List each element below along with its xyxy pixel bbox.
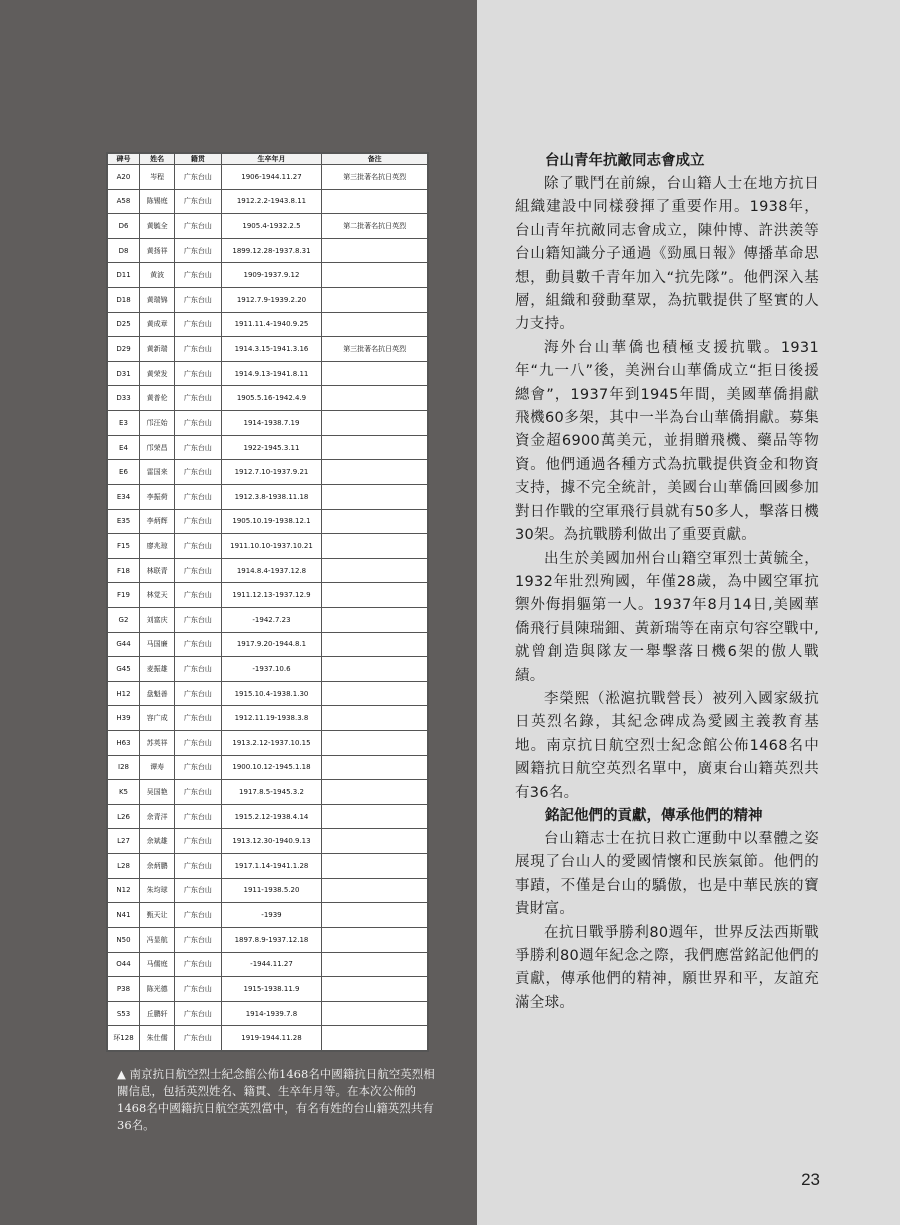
table-cell: 李炳辉 [140, 509, 175, 534]
table-cell: 朱仕儒 [140, 1026, 175, 1051]
table-header-cell: 籍贯 [175, 154, 221, 165]
table-cell: 冯显航 [140, 927, 175, 952]
table-cell: N50 [108, 927, 140, 952]
table-cell [322, 361, 428, 386]
table-cell: 1899.12.28-1937.8.31 [221, 238, 322, 263]
table-cell: 广东台山 [175, 681, 221, 706]
table-cell [322, 854, 428, 879]
table-row [108, 607, 428, 632]
table-row [108, 1026, 428, 1051]
table-cell: G44 [108, 632, 140, 657]
table-cell [322, 632, 428, 657]
table-row [108, 854, 428, 879]
table-cell: D31 [108, 361, 140, 386]
table-cell: 广东台山 [175, 731, 221, 756]
table-cell: K5 [108, 780, 140, 805]
table-cell [322, 189, 428, 214]
table-cell [322, 706, 428, 731]
table-cell: 广东台山 [175, 854, 221, 879]
table-cell [322, 927, 428, 952]
table-cell: 丘鹏轩 [140, 1001, 175, 1026]
table-cell: 廖兆琼 [140, 534, 175, 559]
table-cell: 广东台山 [175, 755, 221, 780]
table-row [108, 804, 428, 829]
table-row [108, 435, 428, 460]
table-header-cell: 生卒年月 [221, 154, 322, 165]
table-cell: 1917.1.14-1941.1.28 [221, 854, 322, 879]
table-cell: 环128 [108, 1026, 140, 1051]
table-cell: 1914-1939.7.8 [221, 1001, 322, 1026]
table-cell: 1915-1938.11.9 [221, 977, 322, 1002]
table-row [108, 755, 428, 780]
table-row [108, 214, 428, 239]
paragraph-5: 台山籍志士在抗日救亡運動中以羣體之姿展現了台山人的愛國情懷和民族氣節。他們的事蹟，不僅是台山的驕傲，也是中華民族的寶貴財富。 [515, 830, 819, 918]
table-cell: 广东台山 [175, 312, 221, 337]
table-cell: L27 [108, 829, 140, 854]
table-cell: 吴国艳 [140, 780, 175, 805]
table-cell [322, 460, 428, 485]
martyrs-table [107, 153, 428, 1051]
table-cell [322, 484, 428, 509]
table-cell [322, 903, 428, 928]
table-cell: F18 [108, 558, 140, 583]
table-cell: D25 [108, 312, 140, 337]
table-cell: O44 [108, 952, 140, 977]
table-cell: D33 [108, 386, 140, 411]
table-cell: 黄新瑞 [140, 337, 175, 362]
table-cell [322, 607, 428, 632]
table-cell: 1911.12.13-1937.12.9 [221, 583, 322, 608]
table-cell: 林觉天 [140, 583, 175, 608]
table-row [108, 903, 428, 928]
table-row [108, 706, 428, 731]
table-cell [322, 878, 428, 903]
table-cell: 广东台山 [175, 189, 221, 214]
table-cell: E6 [108, 460, 140, 485]
table-cell: D8 [108, 238, 140, 263]
table-cell: 广东台山 [175, 435, 221, 460]
table-cell [322, 829, 428, 854]
table-cell: 马儒庭 [140, 952, 175, 977]
table-row [108, 337, 428, 362]
table-cell [322, 312, 428, 337]
table-cell: E4 [108, 435, 140, 460]
table-cell: 广东台山 [175, 361, 221, 386]
table-row [108, 484, 428, 509]
table-cell: 余青洋 [140, 804, 175, 829]
table-cell: 1914.9.13-1941.8.11 [221, 361, 322, 386]
table-cell: 广东台山 [175, 263, 221, 288]
table-cell [322, 1026, 428, 1051]
table-row [108, 312, 428, 337]
table-cell: 黄扬祥 [140, 238, 175, 263]
article [515, 150, 819, 1015]
table-cell: 第三批著名抗日英烈 [322, 165, 428, 190]
table-cell: 陈光德 [140, 977, 175, 1002]
table-cell: 广东台山 [175, 386, 221, 411]
table-cell: -1944.11.27 [221, 952, 322, 977]
table-cell: 1912.7.10-1937.9.21 [221, 460, 322, 485]
table-cell: 1911-1938.5.20 [221, 878, 322, 903]
table-cell: 第二批著名抗日英烈 [322, 214, 428, 239]
table-cell [322, 288, 428, 313]
section-heading-1: 台山青年抗敵同志會成立 [545, 153, 705, 169]
table-cell [322, 1001, 428, 1026]
table-cell: D11 [108, 263, 140, 288]
table-cell: 广东台山 [175, 411, 221, 436]
table-header-cell: 姓名 [140, 154, 175, 165]
table-cell: 1912.7.9-1939.2.20 [221, 288, 322, 313]
table-cell: H63 [108, 731, 140, 756]
table-cell: 广东台山 [175, 214, 221, 239]
table-cell: A58 [108, 189, 140, 214]
table-cell: I28 [108, 755, 140, 780]
table-cell: 1913.2.12-1937.10.15 [221, 731, 322, 756]
table-cell: 1915.2.12-1938.4.14 [221, 804, 322, 829]
paragraph-6: 在抗日戰爭勝利80週年，世界反法西斯戰爭勝利80週年紀念之際，我們應當銘記他們的貢獻，傳承他們的精神，願世界和平，友誼充滿全球。 [515, 924, 819, 1011]
table-row [108, 952, 428, 977]
table-cell [322, 386, 428, 411]
table-cell: 黄成章 [140, 312, 175, 337]
table-cell: 邝汪始 [140, 411, 175, 436]
table-cell: -1937.10.6 [221, 657, 322, 682]
table-cell: 邝荣昌 [140, 435, 175, 460]
table-cell: 1917.9.20-1944.8.1 [221, 632, 322, 657]
table-cell: 刘富庆 [140, 607, 175, 632]
table-cell: 广东台山 [175, 804, 221, 829]
table-cell: 黄波 [140, 263, 175, 288]
table-cell: 1897.8.9-1937.12.18 [221, 927, 322, 952]
table-row [108, 632, 428, 657]
table-cell: G45 [108, 657, 140, 682]
table-cell: 盘魁善 [140, 681, 175, 706]
table-cell: 广东台山 [175, 165, 221, 190]
table-cell: 广东台山 [175, 780, 221, 805]
table-cell [322, 804, 428, 829]
table-cell: F19 [108, 583, 140, 608]
table-cell: 马国廉 [140, 632, 175, 657]
table-cell: 广东台山 [175, 878, 221, 903]
table-cell: 1909-1937.9.12 [221, 263, 322, 288]
table-cell: 黄瑞锦 [140, 288, 175, 313]
table-cell: 广东台山 [175, 829, 221, 854]
table-cell: 1917.8.5-1945.3.2 [221, 780, 322, 805]
table-row [108, 361, 428, 386]
table-cell: 苏英祥 [140, 731, 175, 756]
table-cell [322, 731, 428, 756]
table-cell: 1905.5.16-1942.4.9 [221, 386, 322, 411]
table-cell: 谭寿 [140, 755, 175, 780]
table-header-cell: 备注 [322, 154, 428, 165]
table-cell: 广东台山 [175, 607, 221, 632]
table-cell: 1915.10.4-1938.1.30 [221, 681, 322, 706]
table-row [108, 238, 428, 263]
table-cell: N12 [108, 878, 140, 903]
table-row [108, 829, 428, 854]
table-cell [322, 509, 428, 534]
table-cell: 1911.11.4-1940.9.25 [221, 312, 322, 337]
table-cell: 1905.10.19-1938.12.1 [221, 509, 322, 534]
table-cell [322, 681, 428, 706]
section-heading-2: 銘記他們的貢獻，傳承他們的精神 [545, 807, 763, 824]
table-cell: L26 [108, 804, 140, 829]
table-cell: H39 [108, 706, 140, 731]
table-cell: 1912.3.8-1938.11.18 [221, 484, 322, 509]
table-cell [322, 411, 428, 436]
table-cell: 广东台山 [175, 558, 221, 583]
table-cell [322, 583, 428, 608]
table-cell [322, 558, 428, 583]
table-cell: 1911.10.10-1937.10.21 [221, 534, 322, 559]
table-row [108, 411, 428, 436]
table-cell: 黄毓全 [140, 214, 175, 239]
table-row [108, 288, 428, 313]
table-cell: 广东台山 [175, 952, 221, 977]
page-number: 23 [801, 1170, 820, 1189]
table-row [108, 460, 428, 485]
table-cell [322, 755, 428, 780]
table-cell: 1905.4-1932.2.5 [221, 214, 322, 239]
paragraph-2: 海外台山華僑也積極支援抗戰。1931年“九一八”後，美洲台山華僑成立“拒日後援總會”，1937年到1945年間，美國華僑捐獻飛機60多架，其中一半為台山華僑捐獻。募集資金超6900萬美元，並捐贈飛機、藥品等物資。他們通過各種方式為抗戰提供資金和物資支持，據不完全統計，美國台山華僑回國參加對日作戰的空軍飛行員就有50多人，擊落日機30架。為抗戰勝利做出了重要貢獻。 [515, 339, 819, 544]
table-cell: 广东台山 [175, 927, 221, 952]
table-cell: 1919-1944.11.28 [221, 1026, 322, 1051]
table-row [108, 681, 428, 706]
table-cell: -1942.7.23 [221, 607, 322, 632]
paragraph-1: 除了戰鬥在前線，台山籍人士在地方抗日組織建設中同樣發揮了重要作用。1938年，台山青年抗敵同志會成立，陳仲博、許洪羨等台山籍知識分子通過《勁風日報》傳播革命思想，動員數千青年加入“抗先隊”。他們深入基層，組織和發動羣眾，為抗戰提供了堅實的人力支持。 [515, 176, 819, 333]
table-cell: 黄普伦 [140, 386, 175, 411]
table-row [108, 927, 428, 952]
table-cell: 广东台山 [175, 903, 221, 928]
table-cell: 麦振雄 [140, 657, 175, 682]
table-cell: 广东台山 [175, 460, 221, 485]
table-cell [322, 534, 428, 559]
table-cell: 容广成 [140, 706, 175, 731]
table-cell: 广东台山 [175, 706, 221, 731]
table-cell: 广东台山 [175, 509, 221, 534]
table-cell: 广东台山 [175, 534, 221, 559]
table-cell: 广东台山 [175, 1001, 221, 1026]
table-cell: E35 [108, 509, 140, 534]
table-cell: 1912.2.2-1943.8.11 [221, 189, 322, 214]
table-cell: D18 [108, 288, 140, 313]
table-cell: D29 [108, 337, 140, 362]
table-row [108, 263, 428, 288]
table-cell: 1900.10.12-1945.1.18 [221, 755, 322, 780]
table-cell: H12 [108, 681, 140, 706]
table-cell [322, 952, 428, 977]
table-row [108, 731, 428, 756]
table-row [108, 657, 428, 682]
table-row [108, 1001, 428, 1026]
table-row [108, 780, 428, 805]
martyrs-table-image [106, 152, 429, 1052]
table-cell: D6 [108, 214, 140, 239]
table-cell: 第三批著名抗日英烈 [322, 337, 428, 362]
table-cell: G2 [108, 607, 140, 632]
table-cell: 广东台山 [175, 583, 221, 608]
table-cell: 1914.3.15-1941.3.16 [221, 337, 322, 362]
table-cell [322, 657, 428, 682]
table-cell: N41 [108, 903, 140, 928]
table-cell: 陈锡庭 [140, 189, 175, 214]
table-cell: S53 [108, 1001, 140, 1026]
table-row [108, 189, 428, 214]
table-cell: 1912.11.19-1938.3.8 [221, 706, 322, 731]
table-cell: 广东台山 [175, 337, 221, 362]
table-row [108, 534, 428, 559]
table-cell: 李振荷 [140, 484, 175, 509]
table-cell: 黄荣发 [140, 361, 175, 386]
table-row [108, 977, 428, 1002]
table-cell: 1906-1944.11.27 [221, 165, 322, 190]
paragraph-4: 李榮熙（淞滬抗戰營長）被列入國家級抗日英烈名錄，其紀念碑成為愛國主義教育基地。南京抗日航空烈士紀念館公佈1468名中國籍抗日航空英烈名單中，廣東台山籍英烈共有36名。 [515, 690, 819, 801]
table-header-cell: 碑号 [108, 154, 140, 165]
table-cell: 广东台山 [175, 977, 221, 1002]
table-cell: 岑程 [140, 165, 175, 190]
table-cell: 雷国来 [140, 460, 175, 485]
table-cell: 广东台山 [175, 1026, 221, 1051]
table-header-row [108, 154, 428, 165]
table-cell: 甄天让 [140, 903, 175, 928]
table-cell: 1914-1938.7.19 [221, 411, 322, 436]
table-row [108, 165, 428, 190]
table-cell: E34 [108, 484, 140, 509]
table-cell: 朱均球 [140, 878, 175, 903]
table-cell [322, 238, 428, 263]
table-cell: 1922-1945.3.11 [221, 435, 322, 460]
table-cell [322, 977, 428, 1002]
table-cell [322, 435, 428, 460]
table-cell [322, 780, 428, 805]
table-row [108, 558, 428, 583]
table-row [108, 878, 428, 903]
table-cell: 余炳鹏 [140, 854, 175, 879]
table-cell: 广东台山 [175, 657, 221, 682]
table-cell: 广东台山 [175, 288, 221, 313]
table-row [108, 583, 428, 608]
table-cell: 林联青 [140, 558, 175, 583]
table-cell: L28 [108, 854, 140, 879]
table-body [108, 165, 428, 1051]
table-cell: 余斌雄 [140, 829, 175, 854]
table-cell: F15 [108, 534, 140, 559]
paragraph-3: 出生於美國加州台山籍空軍烈士黃毓全，1932年壯烈殉國，年僅28歲，為中國空軍抗禦外侮捐軀第一人。1937年8月14日,美國華僑飛行員陳瑞鈿、黃新瑞等在南京句容空戰中,就曾創造與隊友一舉擊落日機6架的傲人戰績。 [515, 550, 819, 684]
table-cell: -1939 [221, 903, 322, 928]
table-cell [322, 263, 428, 288]
table-row [108, 509, 428, 534]
table-caption: ▲ 南京抗日航空烈士紀念館公佈1468名中國籍抗日航空英烈相關信息，包括英烈姓名、籍貫、生卒年月等。在本次公佈的1468名中國籍抗日航空英烈當中，有名有姓的台山籍英烈共有36名。 [117, 1067, 435, 1132]
table-cell: 广东台山 [175, 484, 221, 509]
table-cell: E3 [108, 411, 140, 436]
table-cell: 广东台山 [175, 238, 221, 263]
table-row [108, 386, 428, 411]
table-cell: 广东台山 [175, 632, 221, 657]
table-cell: 1913.12.30-1940.9.13 [221, 829, 322, 854]
table-cell: A20 [108, 165, 140, 190]
table-cell: P38 [108, 977, 140, 1002]
table-cell: 1914.8.4-1937.12.8 [221, 558, 322, 583]
